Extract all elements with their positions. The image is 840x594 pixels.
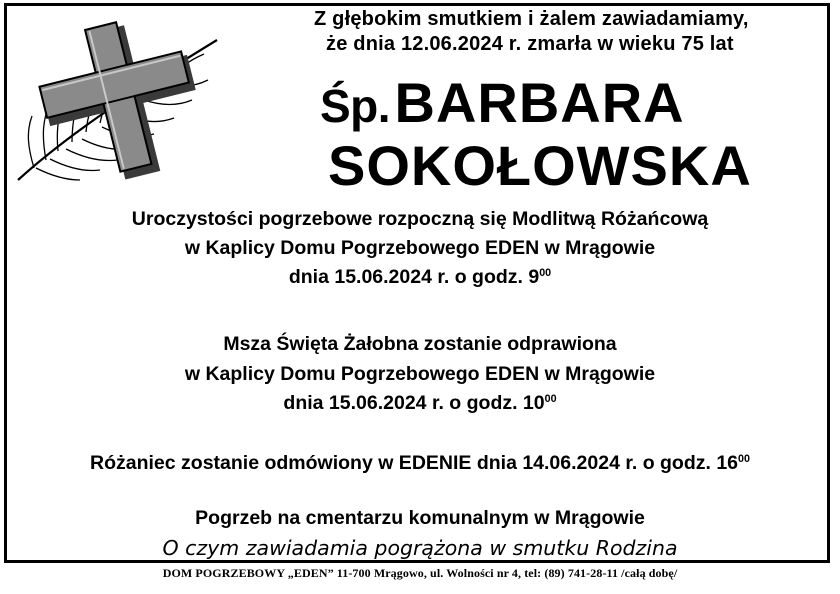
mass-line1: Msza Święta Żałobna zostanie odprawiona xyxy=(223,333,617,355)
announcement-header-line2: że dnia 12.06.2024 r. zmarła w wieku 75 lat xyxy=(326,33,734,55)
first-name: BARBARA xyxy=(394,71,685,134)
rosary-ceremony-date xyxy=(0,266,840,289)
rosary-time-sup: 00 xyxy=(738,453,750,466)
rosary-ceremony-line1: Uroczystości pogrzebowe rozpoczną się Modlitwą Różańcową xyxy=(131,208,709,230)
mass-line2: w Kaplicy Domu Pogrzebowego EDEN w Mrągowie xyxy=(184,363,656,385)
burial-line: Pogrzeb na cmentarzu komunalnym w Mrągowie xyxy=(195,507,645,529)
mass-date xyxy=(0,392,840,415)
rosary-ceremony-date-text: dnia 15.06.2024 r. o godz. 9 xyxy=(288,266,540,288)
closing-line: O czym zawiadamia pogrążona w smutku Rodzina xyxy=(162,536,678,560)
mass-date-text: dnia 15.06.2024 r. o godz. 10 xyxy=(283,392,545,414)
cross-with-palm-branch-icon xyxy=(12,20,227,190)
name-prefix: Śp. xyxy=(320,80,391,132)
last-name: SOKOŁOWSKA xyxy=(328,134,752,197)
rosary-ceremony-time-sup: 00 xyxy=(539,267,552,280)
announcement-header-line1: Z głębokim smutkiem i żalem zawiadamiamy, xyxy=(314,8,749,30)
deceased-name-line1 xyxy=(320,70,685,135)
rosary-text: Różaniec zostanie odmówiony w EDENIE dnia 14.06.2024 r. o godz. 16 xyxy=(90,452,739,474)
rosary-line xyxy=(0,452,840,475)
funeral-home-footer: DOM POGRZEBOWY „EDEN” 11-700 Mrągowo, ul. Wolności nr 4, tel: (89) 741-28-11 /całą dobę/ xyxy=(162,566,678,580)
rosary-ceremony-line2: w Kaplicy Domu Pogrzebowego EDEN w Mrągowie xyxy=(184,237,656,259)
mass-time-sup: 00 xyxy=(544,393,557,406)
